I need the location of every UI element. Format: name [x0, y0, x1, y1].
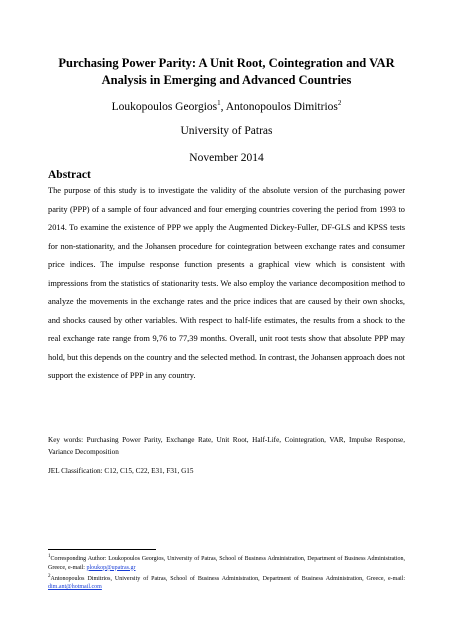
footnote	[48, 553, 405, 572]
footnote-mark: 2	[337, 99, 342, 107]
publication-date: November 2014	[189, 152, 264, 164]
footnote	[48, 573, 405, 592]
email-link[interactable]: dim.ant@hotmail.com	[48, 584, 102, 591]
author-name: Loukopoulos Georgios	[111, 100, 218, 113]
author-name: Antonopoulos Dimitrios	[225, 100, 338, 113]
author-line	[40, 96, 413, 114]
footnote-mark: 2	[48, 573, 51, 579]
footnote-divider	[48, 549, 156, 550]
email-link[interactable]: ploukop@upatras.gr	[86, 564, 136, 571]
abstract-body: The purpose of this study is to investigate the validity of the absolute version of the purchasing power parity (PPP) of a sample of four advanced and four emerging countries covering the period from 1993 to 2014. To examine the existence of PPP we apply the Augmented Dickey-Fuller, DF-GLS and KPSS tests for non-stationarity, and the Johansen procedure for cointegration between exchange rates and consumer price indices. The impulse response function presents a graphical view which is consistent with impressions from the statistics of stationarity tests. We also employ the variance decomposition method to analyze the movements in the exchange rates and the price indices that are caused by their own shocks, and shocks caused by other variables. With respect to half-life estimates, the results from a shock to the real exchange rate range from 9,76 to 77,39 months. Overall, unit root tests show that absolute PPP may hold, but this depends on the country and the selected method. In contrast, the Johansen approach does not support the existence of PPP in any country.	[48, 186, 405, 380]
paper-title: Purchasing Power Parity: A Unit Root, Cointegration and VAR Analysis in Emerging and Advanced Countries	[58, 56, 395, 87]
footnotes	[48, 553, 405, 592]
keywords: Key words: Purchasing Power Parity, Exchange Rate, Unit Root, Half-Life, Cointegration, VAR, Impulse Response, Variance Decomposition	[48, 436, 405, 456]
author-separator: ,	[220, 100, 226, 113]
footnote-text: Corresponding Author: Loukopoulos Georgios, University of Patras, School of Business Administration, Department of Business Administration, Greece, e-mail:	[48, 556, 405, 571]
footnote-text: Antonopoulos Dimitrios, University of Patras, School of Business Administration, Department of Business Administration, Greece, e-mail:	[50, 575, 405, 582]
affiliation: University of Patras	[180, 125, 273, 137]
footnote-mark: 1	[217, 99, 221, 107]
abstract-heading: Abstract	[48, 169, 91, 181]
jel-classification: JEL Classification: C12, C15, C22, E31, F31, G15	[48, 467, 194, 475]
footnote-mark: 1	[48, 554, 51, 559]
